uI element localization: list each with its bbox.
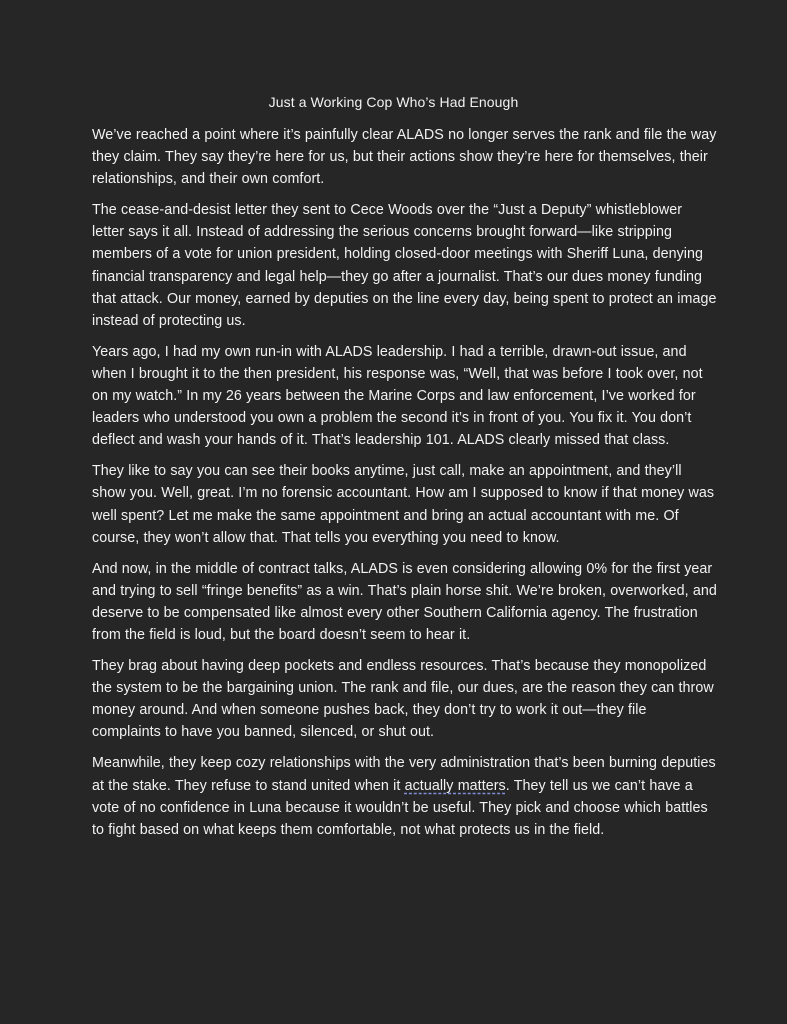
paragraph-1: We’ve reached a point where it’s painfully clear ALADS no longer serves the rank and file the way they claim. They say they’re here for us, but their actions show they’re here for themselves, their relationships, and their own comfort. — [92, 127, 717, 188]
flagged-phrase[interactable]: actually matters — [404, 777, 506, 794]
document-body — [92, 124, 717, 850]
paragraph-5: And now, in the middle of contract talks, ALADS is even considering allowing 0% for the first year and trying to sell “fringe benefits” as a win. That’s plain horse shit. We’re broken, overworked, and deserve to be compensated like almost every other Southern California agency. The frustration from the field is loud, but the board doesn’t seem to hear it. — [92, 560, 717, 643]
paragraph-3: Years ago, I had my own run-in with ALADS leadership. I had a terrible, drawn-out issue, and when I brought it to the then president, his response was, “Well, that was before I took over, not on my watch.” In my 26 years between the Marine Corps and law enforcement, I’ve worked for leaders who understood you own a problem the second it’s in front of you. You fix it. You don’t deflect and wash your hands of it. That’s leadership 101. ALADS clearly missed that class. — [92, 343, 703, 449]
document-title: Just a Working Cop Who’s Had Enough — [268, 94, 519, 110]
paragraph-6: They brag about having deep pockets and endless resources. That’s because they monopolized the system to be the bargaining union. The rank and file, our dues, are the reason they can throw money around. And when someone pushes back, they don’t try to work it out—they file complaints to have you banned, silenced, or shut out. — [92, 658, 714, 741]
paragraph-2: The cease-and-desist letter they sent to Cece Woods over the “Just a Deputy” whistleblower letter says it all. Instead of addressing the serious concerns brought forward—like stripping members of a vote for union president, holding closed-door meetings with Sheriff Luna, denying financial transparency and legal help—they go after a journalist. That’s our dues money funding that attack. Our money, earned by deputies on the line every day, being spent to protect an image instead of protecting us. — [92, 202, 717, 329]
paragraph-7-text-start: Meanwhile, they keep cozy relationships with the very administration that’s been burning deputies at the stake. They refuse to stand united when it — [92, 755, 716, 794]
paragraph-4: They like to say you can see their books anytime, just call, make an appointment, and they’ll show you. Well, great. I’m no forensic accountant. How am I supposed to know if that money was well spent? Let me make the same appointment and bring an actual accountant with me. Of course, they won’t allow that. That tells you everything you need to know. — [92, 463, 715, 546]
paragraph-7 — [92, 752, 717, 840]
paragraph-7-text-end: . They tell us we can’t have a vote of no confidence in Luna because it wouldn’t be useful. They pick and choose which battles to fight based on what keeps them comfortable, not what protects us in the field. — [92, 777, 708, 838]
